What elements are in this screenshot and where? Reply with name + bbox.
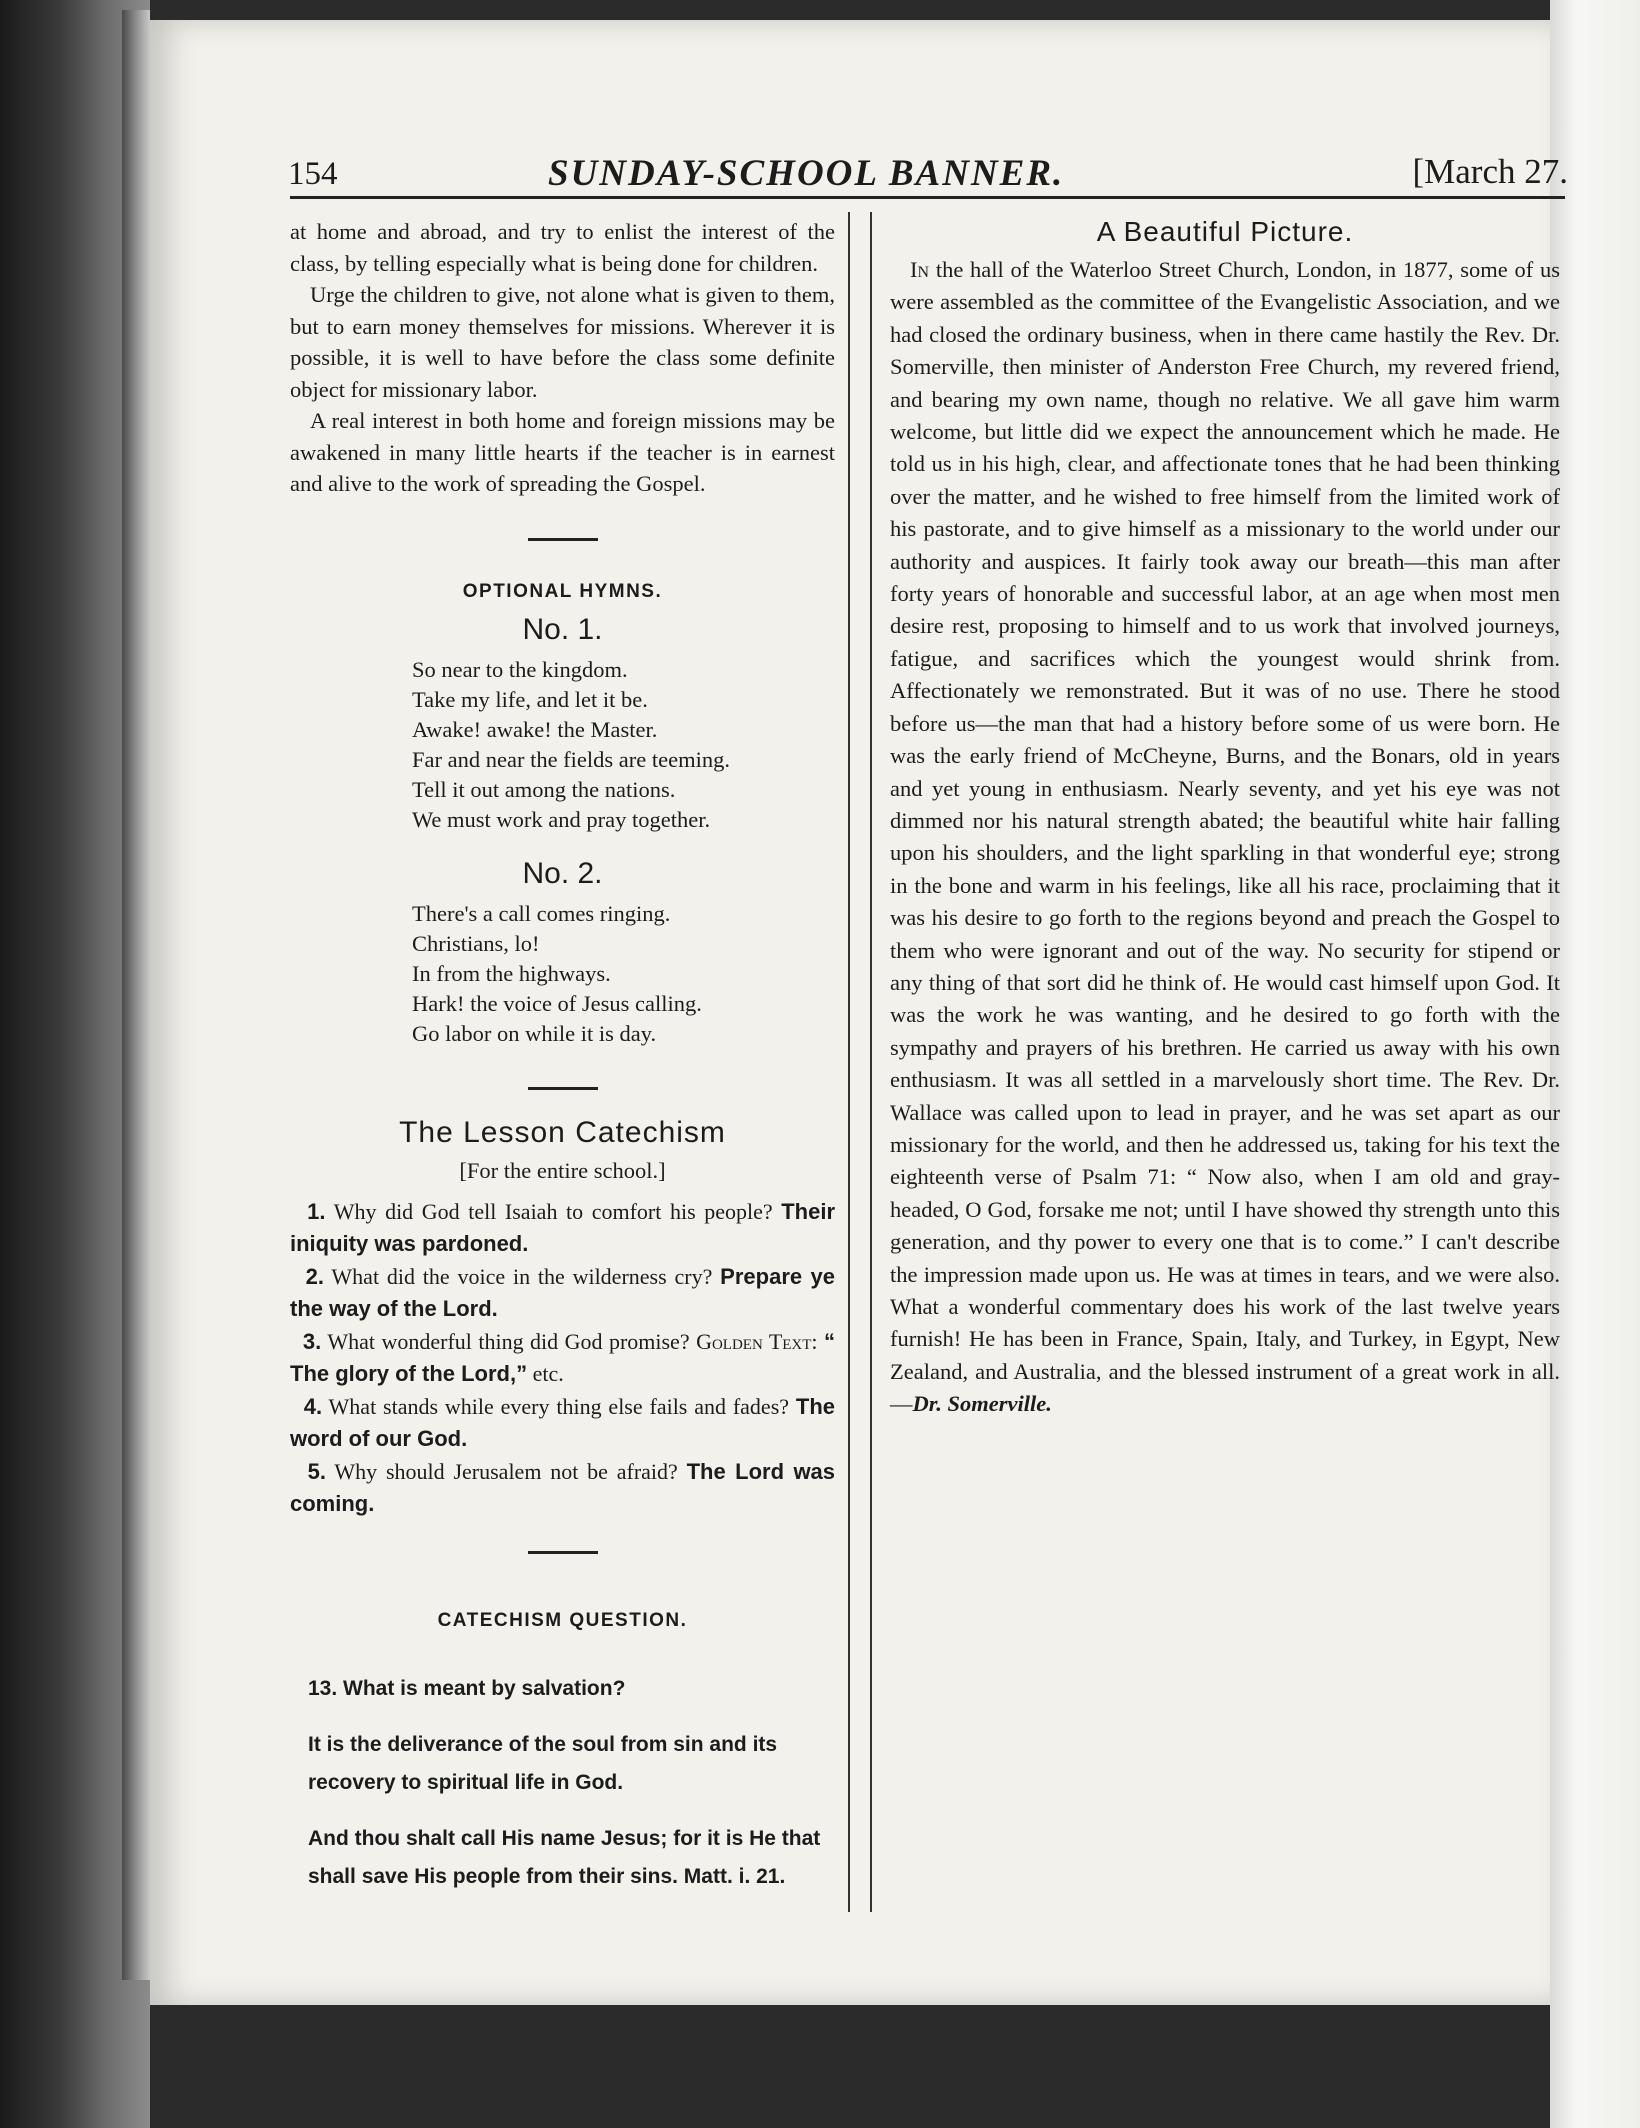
- hymn-line: Christians, lo!: [412, 930, 540, 956]
- hymn-line: There's a call comes ringing.: [412, 900, 671, 926]
- column-rule-left: [848, 212, 850, 1912]
- catechism-q4: 4. What stands while every thing else fails and fades? The word of our God.: [290, 1393, 836, 1451]
- hymn-line: So near to the kingdom.: [412, 656, 628, 682]
- lesson-catechism-subtitle: [For the entire school.]: [459, 1157, 666, 1183]
- header-rule: [290, 196, 1565, 199]
- intro-paragraph-2: Urge the children to give, not alone what is given to them, but to earn money themselves for missions. Wherever it is possible, it is well to have before the class some definite object for missionary labor.: [290, 282, 835, 402]
- issue-date: [March 27.: [1412, 152, 1568, 191]
- catechism-question-text: 13. What is meant by salvation?: [308, 1676, 626, 1700]
- column-rule-right: [870, 212, 872, 1912]
- catechism-q1: 1. Why did God tell Isaiah to comfort his people? Their iniquity was pardoned.: [290, 1198, 836, 1256]
- intro-paragraph-1: at home and abroad, and try to enlist the interest of the class, by telling especially what is being done for children.: [290, 219, 835, 276]
- catechism-scripture-text: And thou shalt call His name Jesus; for it is He that shall save His people from their sins. Matt. i. 21.: [308, 1826, 821, 1888]
- hymn-no-1-label: No. 1.: [522, 612, 603, 646]
- article-title: A Beautiful Picture.: [1096, 216, 1354, 247]
- page-header: [288, 138, 1568, 198]
- catechism-q3: 3. What wonderful thing did God promise? Golden Text: “ The glory of the Lord,” etc.: [290, 1328, 836, 1386]
- hymn-line: Far and near the fields are teeming.: [412, 746, 730, 772]
- optional-hymns-title: OPTIONAL HYMNS.: [462, 580, 663, 602]
- right-column: [890, 216, 1560, 1421]
- hymn-list-2: [290, 899, 835, 1049]
- hymn-line: Go labor on while it is day.: [412, 1020, 657, 1046]
- article-first-word: In: [910, 257, 930, 282]
- magazine-title: SUNDAY-SCHOOL BANNER.: [548, 153, 1065, 194]
- lesson-catechism-title: The Lesson Catechism: [399, 1115, 726, 1149]
- article-signature: Dr. Somerville.: [912, 1391, 1052, 1417]
- book-binding: [122, 10, 150, 1980]
- catechism-q2: 2. What did the voice in the wilderness cry? Prepare ye the way of the Lord.: [290, 1263, 836, 1321]
- article-body: [890, 254, 1560, 1421]
- magazine-page: [150, 20, 1568, 2005]
- hymn-line: Take my life, and let it be.: [412, 686, 648, 712]
- hymn-line: Hark! the voice of Jesus calling.: [412, 990, 702, 1016]
- catechism-q5: 5. Why should Jerusalem not be afraid? The Lord was coming.: [290, 1458, 836, 1516]
- hymn-line: Tell it out among the nations.: [412, 776, 676, 802]
- catechism-answer-text: It is the deliverance of the soul from sin and its recovery to spiritual life in God.: [308, 1732, 778, 1794]
- hymn-list-1: [290, 655, 835, 835]
- hymn-no-2-label: No. 2.: [522, 856, 603, 890]
- hymn-line: In from the highways.: [412, 960, 611, 986]
- page-number: 154: [288, 156, 338, 192]
- next-page-edge: [1550, 0, 1640, 2128]
- left-column: [290, 216, 835, 1896]
- article-text: the hall of the Waterloo Street Church, London, in 1877, some of us were assembled as the committee of the Evangelistic Association, and we had closed the ordinary business, when in there came hastily the Rev. Dr. Somerville, then minister of Anderston Free Church, my revered friend, and bearing my own name, though no relative. We all gave him warm welcome, but little did we expect the announcement which he made. He told us in his high, clear, and affectionate tones that he had been thinking over the matter, and he wished to free himself from the limited work of his pastorate, and to give himself as a missionary to the world under our authority and auspices. It fairly took away our breath—this man after forty years of honorable and successful labor, at an age when most men desire rest, proposing to himself and to us work that involved journeys, fatigue, and sacrifices which the youngest would shrink from. Affectionately we remonstrated. But it was of no use. There he stood before us—the man that had a history before some of us were born. He was the early friend of McCheyne, Burns, and the Bonars, old in years and yet young in enthusiasm. Nearly seventy, and yet his eye was not dimmed nor his natural strength abated; the beautiful white hair falling upon his shoulders, and the light sparkling in that wonderful eye; strong in the bone and warm in his feelings, like all his race, proclaiming that it was his desire to go forth to the regions beyond and preach the Gospel to them who were ignorant and out of the way. No security for stipend or any thing of that sort did he think of. He would cast himself upon God. It was the work he was wanting, and he desired to go forth with the sympathy and prayers of his brethren. He carried us away with his own enthusiasm. It was all settled in a marvelously short time. The Rev. Dr. Wallace was called upon to lead in prayer, and he was set apart as our missionary for the world, and then he addressed us, taking for his text the eighteenth verse of Psalm 71: “ Now also, when I am old and gray-headed, O God, forsake me not; until I have showed thy strength unto this generation, and thy power to every one that is to come.” I can't describe the impression made upon us. He was at times in tears, and we were also. What a wonderful commentary does his work of the last twelve years furnish! He has been in France, Spain, Italy, and Turkey, in Egypt, New Zealand, and Australia, and the blessed instrument of a great work in all.—: [890, 257, 1560, 1417]
- hymn-line: We must work and pray together.: [412, 806, 711, 832]
- hymn-line: Awake! awake! the Master.: [412, 716, 658, 742]
- intro-paragraph-3: A real interest in both home and foreign missions may be awakened in many little hearts if the teacher is in earnest and alive to the work of spreading the Gospel.: [290, 408, 835, 496]
- catechism-question-title: CATECHISM QUESTION.: [437, 1609, 688, 1631]
